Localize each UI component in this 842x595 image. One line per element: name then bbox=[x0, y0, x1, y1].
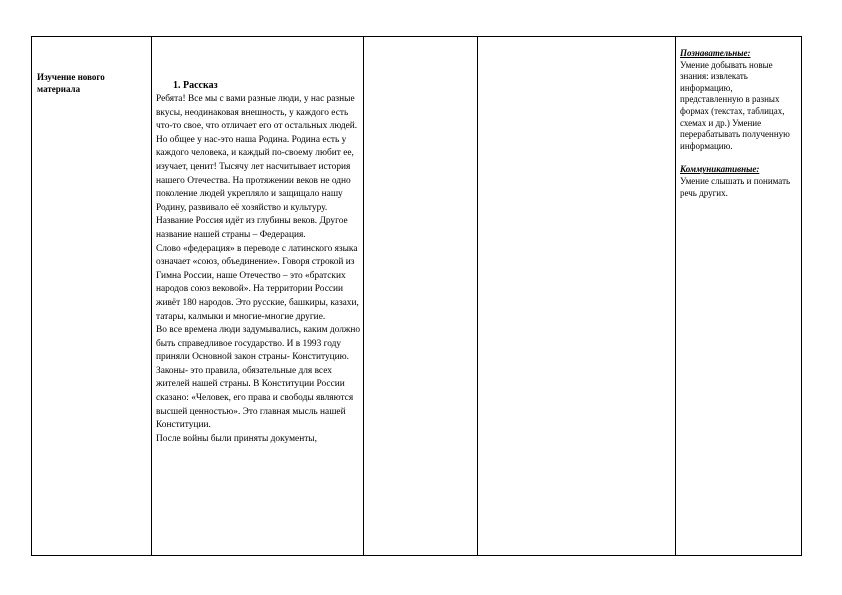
spacer bbox=[680, 152, 797, 164]
communicative-label: Коммуникативные: bbox=[680, 164, 760, 175]
empty-cell-students bbox=[478, 37, 676, 556]
cognitive-label: Познавательные: bbox=[680, 48, 751, 58]
stage-cell bbox=[32, 37, 152, 556]
lesson-plan-table bbox=[31, 36, 802, 556]
story-paragraph: Во все времена люди задумывались, каким должно быть справедливое государство. И в 1993 году приняли Основной закон страны- Конституцию. Законы- это правила, обязательные для всех жителей нашей страны. В Конституции России сказано: «Человек, его права и свободы являются высшей ценностью». Это главная мысль нашей Конституции. bbox=[156, 325, 361, 431]
table-row bbox=[32, 37, 802, 556]
uud-cell bbox=[676, 37, 802, 556]
cognitive-text: Умение добывать новые знания: извлекать информацию, представленную в разных формах (текстах, таблицах, схемах и др.) Умение перерабатывать полученную информацию. bbox=[680, 59, 790, 151]
content-cell bbox=[152, 37, 364, 556]
communicative-text: Умение слышать и понимать речь других. bbox=[680, 175, 791, 198]
story-paragraph: Название Россия идёт из глубины веков. Другое название нашей страны – Федерация. bbox=[156, 216, 348, 240]
uud-content bbox=[676, 37, 801, 199]
story-heading: 1. Рассказ bbox=[173, 80, 218, 91]
story-paragraph: Ребята! Все мы с вами разные люди, у нас разные вкусы, неодинаковая внешность, у каждого есть что-то свое, что отличает его от остальных людей. Но общее у нас-это наша Родина. Родина есть у каждого человека, и каждый по-своему любит ее, изучает, ценит! Тысячу лет насчитывает история нашего Отечества. На протяжении веков не одно поколение людей укрепляло и защищало нашу Родину, развивало её хозяйство и культуру. bbox=[156, 94, 358, 213]
story-paragraph: После войны были приняты документы, bbox=[156, 433, 317, 444]
stage-label: Изучение нового материала bbox=[37, 72, 105, 94]
story-paragraph: Слово «федерация» в переводе с латинского языка означает «союз, объединение». Говоря строкой из Гимна России, наше Отечество – это «братских народов союз вековой». На территории России живёт 180 народов. Это русские, башкиры, казахи, татары, калмыки и многие-многие другие. bbox=[156, 243, 359, 322]
lesson-content bbox=[152, 79, 363, 446]
empty-cell-teacher bbox=[364, 37, 478, 556]
